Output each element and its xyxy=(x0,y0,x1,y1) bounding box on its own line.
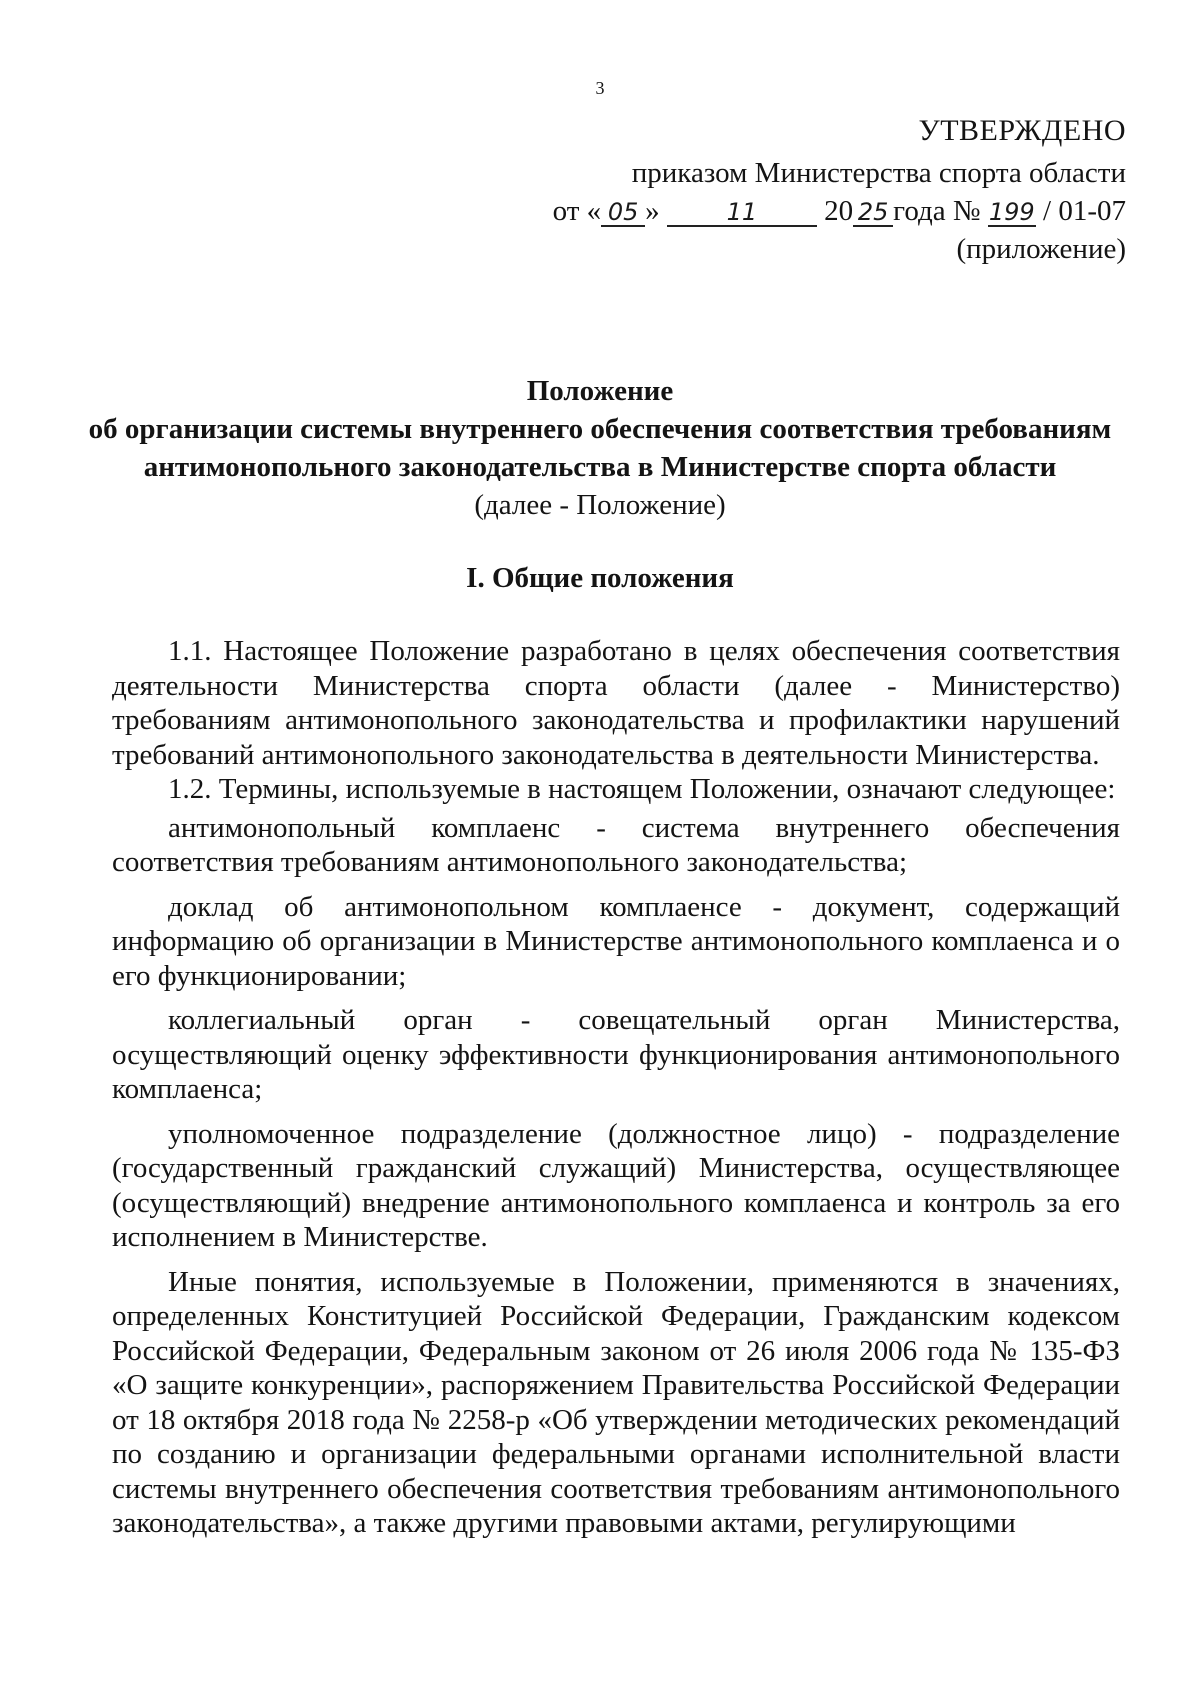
paragraph-1-1: 1.1. Настоящее Положение разработано в целях обеспечения соответствия деятельности Министерства спорта области (далее - Министерство) требованиям антимонопольного законодательства и профилактики нарушений требований антимонопольного законодательства в деятельности Министерства. xyxy=(112,635,1120,771)
date-prefix: от « xyxy=(552,195,602,227)
page-number: 3 xyxy=(595,78,605,98)
approval-stamp-block xyxy=(553,112,1126,268)
handwritten-day: 05 xyxy=(601,199,645,227)
section-title: I. Общие положения xyxy=(466,562,734,594)
date-day-suffix: » xyxy=(645,195,660,227)
paragraph-other-terms: Иные понятия, используемые в Положении, применяются в значениях, определенных Конституцией Российской Федерации, Гражданским кодексом Российской Федерации, Федеральным законом от 26 июля 2006 года № 135-ФЗ «О защите конкуренции», распоряжением Правительства Российской Федерации от 18 октября 2018 года № 2258-р «Об утверждении методических рекомендаций по созданию и организации федеральными органами исполнительной власти системы внутреннего обеспечения соответствия требованиям антимонопольного законодательства», а также другими правовыми актами, регулирующими xyxy=(112,1265,1120,1539)
document-subtitle-line-1: об организации системы внутреннего обеспечения соответствия требованиям xyxy=(88,413,1112,445)
handwritten-month: 11 xyxy=(667,199,817,227)
term-authorized-unit: уполномоченное подразделение (должностное лицо) - подразделение (государственный гражданский служащий) Министерства, осуществляющее (осуществляющий) внедрение антимонопольного комплаенса и контроль за его исполнением в Министерстве. xyxy=(112,1117,1120,1253)
document-heading: Положение xyxy=(526,375,674,407)
order-date-line xyxy=(553,192,1126,230)
attachment-label: (приложение) xyxy=(956,233,1126,265)
term-compliance-report: доклад об антимонопольном комплаенсе - документ, содержащий информацию об организации в Министерстве антимонопольного комплаенса и о его функционировании; xyxy=(112,890,1120,992)
paragraph-1-2: 1.2. Термины, используемые в настоящем Положении, означают следующее: xyxy=(168,773,1116,805)
year-prefix: 20 xyxy=(824,195,854,227)
term-antimonopoly-compliance: антимонопольный комплаенс - система внутреннего обеспечения соответствия требованиям антимонопольного законодательства; xyxy=(112,811,1120,878)
handwritten-year: 25 xyxy=(853,199,893,227)
document-title-block xyxy=(80,372,1120,524)
document-subtitle-line-2: антимонопольного законодательства в Министерстве спорта области xyxy=(143,451,1057,483)
approved-by-order: приказом Министерства спорта области xyxy=(631,157,1126,189)
document-title-note: (далее - Положение) xyxy=(474,489,726,521)
document-body xyxy=(112,634,1120,1541)
year-word: года № xyxy=(893,195,981,227)
order-number-suffix: / 01-07 xyxy=(1043,195,1126,227)
approved-label: УТВЕРЖДЕНО xyxy=(918,114,1126,147)
handwritten-order-number: 199 xyxy=(988,198,1035,226)
term-collegial-body: коллегиальный орган - совещательный орган Министерства, осуществляющий оценку эффективности функционирования антимонопольного комплаенса; xyxy=(112,1004,1120,1105)
